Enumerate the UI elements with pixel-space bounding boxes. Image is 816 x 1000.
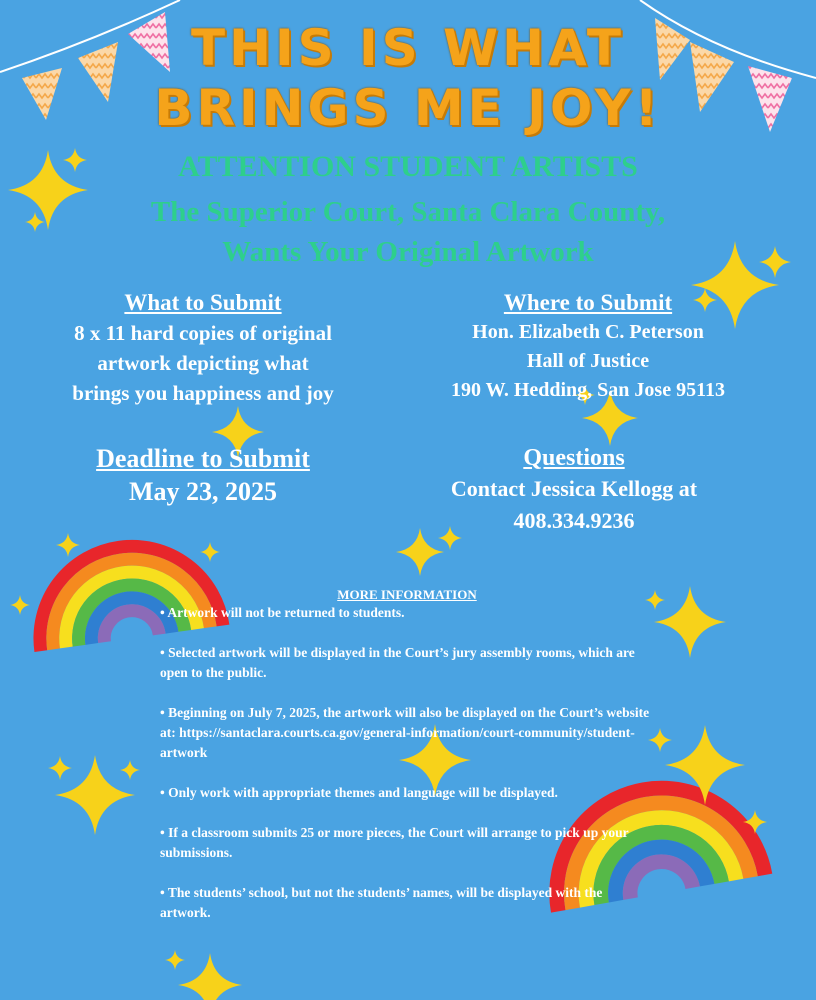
title-line-2: BRINGS ME JOY! [154,79,662,137]
where-line: Hall of Justice [526,350,650,372]
where-line: 190 W. Hedding, San Jose 95113 [451,379,725,401]
deadline-date: May 23, 2025 [128,477,278,506]
title-line-1: THIS IS WHAT [191,19,625,77]
where-line: Hon. Elizabeth C. Peterson [472,321,704,343]
info-item: • Only work with appropriate themes and language will be displayed. [160,785,558,800]
what-line: 8 x 11 hard copies of original [74,321,332,345]
questions-section [398,443,750,537]
info-item: • Beginning on July 7, 2025, the artwork will also be displayed on the Court’s website at: https://santaclara.courts.ca.gov/general-information/court-community/student-artwork [160,705,650,760]
more-information-heading: MORE INFORMATION [337,587,477,602]
where-to-submit-section [398,288,778,405]
info-item: • The students’ school, but not the students’ names, will be displayed with the artwork. [160,885,603,920]
more-information-section [160,587,650,943]
attention-heading: ATTENTION STUDENT ARTISTS [178,150,638,183]
what-line: artwork depicting what [97,351,309,375]
info-item: • Selected artwork will be displayed in the Court’s jury assembly rooms, which are open to the public. [160,645,635,680]
where-heading: Where to Submit [503,290,673,315]
questions-heading: Questions [523,445,625,471]
contact-line: Contact Jessica Kellogg at [450,476,698,501]
info-item: • Artwork will not be returned to students. [160,605,405,620]
info-item: • If a classroom submits 25 or more pieces, the Court will arrange to pick up your submissions. [160,825,629,860]
what-to-submit-section [20,288,386,408]
deadline-heading: Deadline to Submit [96,444,310,473]
deadline-section [40,443,366,509]
what-line: brings you happiness and joy [72,381,334,405]
contact-phone: 408.334.9236 [513,508,635,533]
what-heading: What to Submit [124,290,282,315]
attention-line-2: The Superior Court, Santa Clara County, [150,196,666,228]
attention-line-3: Wants Your Original Artwork [222,236,594,268]
